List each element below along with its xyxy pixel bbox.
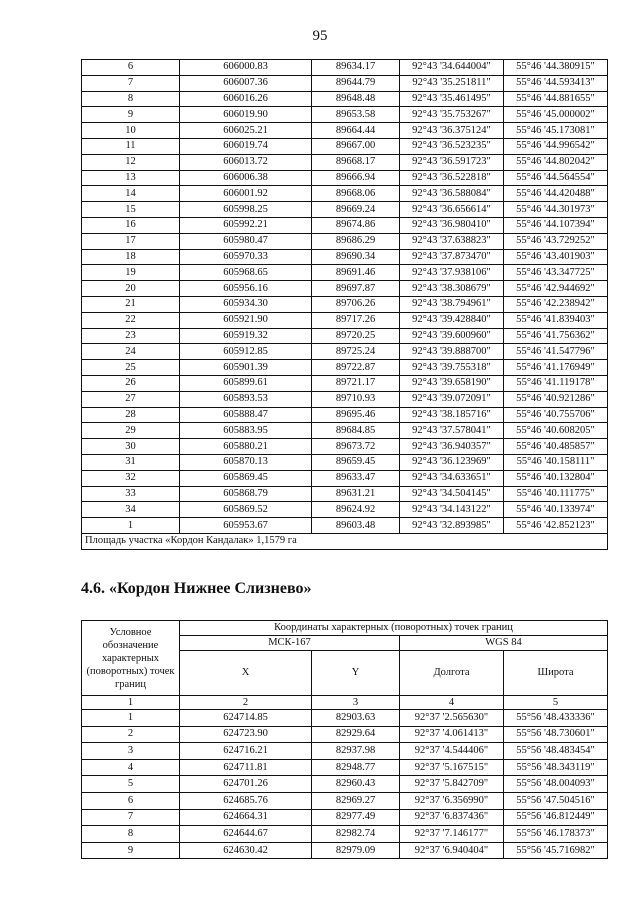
y-coordinate-cell: 89669.24 <box>312 202 400 218</box>
latitude-cell: 55°46 '40.133974" <box>504 502 608 518</box>
y-coordinate-cell: 89717.26 <box>312 312 400 328</box>
point-number-cell: 6 <box>82 60 180 76</box>
point-number-cell: 11 <box>82 138 180 154</box>
longitude-cell: 92°43 '37.938106" <box>400 265 504 281</box>
longitude-cell: 92°37 '5.842709" <box>400 776 504 793</box>
x-coordinate-cell: 605919.32 <box>180 328 312 344</box>
point-number-cell: 32 <box>82 470 180 486</box>
latitude-cell: 55°46 '44.420488" <box>504 186 608 202</box>
x-coordinate-cell: 605870.13 <box>180 454 312 470</box>
point-number-cell: 33 <box>82 486 180 502</box>
longitude-cell: 92°43 '39.600960" <box>400 328 504 344</box>
longitude-cell: 92°43 '34.504145" <box>400 486 504 502</box>
longitude-cell: 92°43 '39.658190" <box>400 375 504 391</box>
latitude-cell: 55°46 '44.881655" <box>504 91 608 107</box>
y-coordinate-cell: 89695.46 <box>312 407 400 423</box>
longitude-cell: 92°43 '36.523235" <box>400 138 504 154</box>
wgs-header: WGS 84 <box>400 636 608 651</box>
point-number-cell: 12 <box>82 154 180 170</box>
table-row <box>82 186 608 202</box>
longitude-cell: 92°43 '39.888700" <box>400 344 504 360</box>
point-number-cell: 8 <box>82 91 180 107</box>
table-row <box>82 202 608 218</box>
latitude-cell: 55°46 '45.000002" <box>504 107 608 123</box>
table-row <box>82 281 608 297</box>
point-number-cell: 28 <box>82 407 180 423</box>
table-row <box>82 842 608 859</box>
table-row <box>82 759 608 776</box>
latitude-cell: 55°56 '48.433336" <box>504 710 608 727</box>
latitude-cell: 55°46 '44.107394" <box>504 217 608 233</box>
point-number-cell: 20 <box>82 281 180 297</box>
latitude-cell: 55°46 '41.839403" <box>504 312 608 328</box>
point-number-cell: 29 <box>82 423 180 439</box>
x-coordinate-cell: 605912.85 <box>180 344 312 360</box>
point-number-cell: 24 <box>82 344 180 360</box>
latitude-header: Широта <box>504 651 608 696</box>
table-row <box>82 138 608 154</box>
point-number-cell: 5 <box>82 776 180 793</box>
latitude-cell: 55°46 '44.564554" <box>504 170 608 186</box>
x-coordinate-cell: 605880.21 <box>180 439 312 455</box>
table-row <box>82 217 608 233</box>
x-coordinate-cell: 605980.47 <box>180 233 312 249</box>
point-number-cell: 1 <box>82 518 180 534</box>
point-label-header: Условное обозначение характерных (поворотных) точек границ <box>82 621 180 696</box>
latitude-cell: 55°46 '41.756362" <box>504 328 608 344</box>
x-coordinate-cell: 606019.90 <box>180 107 312 123</box>
x-coordinate-cell: 624716.21 <box>180 743 312 760</box>
latitude-cell: 55°46 '44.802042" <box>504 154 608 170</box>
table-row <box>82 792 608 809</box>
latitude-cell: 55°56 '48.730601" <box>504 726 608 743</box>
latitude-cell: 55°46 '43.729252" <box>504 233 608 249</box>
latitude-cell: 55°46 '41.176949" <box>504 360 608 376</box>
y-coordinate-cell: 82969.27 <box>312 792 400 809</box>
longitude-cell: 92°37 '2.565630" <box>400 710 504 727</box>
table-row <box>82 454 608 470</box>
x-coordinate-cell: 605899.61 <box>180 375 312 391</box>
x-coordinate-cell: 605998.25 <box>180 202 312 218</box>
x-coordinate-cell: 624701.26 <box>180 776 312 793</box>
point-number-cell: 19 <box>82 265 180 281</box>
x-coordinate-cell: 624664.31 <box>180 809 312 826</box>
longitude-cell: 92°43 '36.656614" <box>400 202 504 218</box>
x-header: X <box>180 651 312 696</box>
longitude-cell: 92°37 '4.061413" <box>400 726 504 743</box>
table-row <box>82 743 608 760</box>
point-number-cell: 23 <box>82 328 180 344</box>
point-number-cell: 4 <box>82 759 180 776</box>
y-coordinate-cell: 89634.17 <box>312 60 400 76</box>
point-number-cell: 1 <box>82 710 180 727</box>
y-coordinate-cell: 89603.48 <box>312 518 400 534</box>
table-row <box>82 423 608 439</box>
y-coordinate-cell: 89684.85 <box>312 423 400 439</box>
x-coordinate-cell: 605921.90 <box>180 312 312 328</box>
longitude-cell: 92°43 '34.644004" <box>400 60 504 76</box>
column-number: 2 <box>180 696 312 710</box>
latitude-cell: 55°46 '40.921286" <box>504 391 608 407</box>
table-row <box>82 518 608 534</box>
table-row <box>82 391 608 407</box>
latitude-cell: 55°46 '42.238942" <box>504 296 608 312</box>
latitude-cell: 55°46 '43.347725" <box>504 265 608 281</box>
y-coordinate-cell: 82929.64 <box>312 726 400 743</box>
point-number-cell: 25 <box>82 360 180 376</box>
y-coordinate-cell: 82903.63 <box>312 710 400 727</box>
point-number-cell: 10 <box>82 123 180 139</box>
x-coordinate-cell: 605934.30 <box>180 296 312 312</box>
point-number-cell: 18 <box>82 249 180 265</box>
point-number-cell: 6 <box>82 792 180 809</box>
y-coordinate-cell: 89659.45 <box>312 454 400 470</box>
longitude-cell: 92°37 '4.544406" <box>400 743 504 760</box>
column-number: 1 <box>82 696 180 710</box>
longitude-cell: 92°37 '5.167515" <box>400 759 504 776</box>
x-coordinate-cell: 605953.67 <box>180 518 312 534</box>
latitude-cell: 55°46 '42.852123" <box>504 518 608 534</box>
y-coordinate-cell: 82948.77 <box>312 759 400 776</box>
latitude-cell: 55°56 '47.504516" <box>504 792 608 809</box>
table-row <box>82 91 608 107</box>
table-row <box>82 726 608 743</box>
column-number: 5 <box>504 696 608 710</box>
y-header: Y <box>312 651 400 696</box>
y-coordinate-cell: 89710.93 <box>312 391 400 407</box>
latitude-cell: 55°46 '42.944692" <box>504 281 608 297</box>
point-number-cell: 2 <box>82 726 180 743</box>
point-number-cell: 30 <box>82 439 180 455</box>
table-row <box>82 249 608 265</box>
point-number-cell: 21 <box>82 296 180 312</box>
y-coordinate-cell: 89697.87 <box>312 281 400 297</box>
y-coordinate-cell: 89722.87 <box>312 360 400 376</box>
table-row <box>82 776 608 793</box>
point-number-cell: 31 <box>82 454 180 470</box>
latitude-cell: 55°46 '41.119178" <box>504 375 608 391</box>
point-number-cell: 7 <box>82 809 180 826</box>
y-coordinate-cell: 89668.17 <box>312 154 400 170</box>
latitude-cell: 55°56 '46.178373" <box>504 826 608 843</box>
point-number-cell: 14 <box>82 186 180 202</box>
coords-label-header: Координаты характерных (поворотных) точек границ <box>180 621 608 636</box>
table-row <box>82 439 608 455</box>
point-number-cell: 16 <box>82 217 180 233</box>
latitude-cell: 55°56 '48.343119" <box>504 759 608 776</box>
table-row <box>82 107 608 123</box>
x-coordinate-cell: 606007.36 <box>180 75 312 91</box>
longitude-cell: 92°43 '36.123969" <box>400 454 504 470</box>
x-coordinate-cell: 624630.42 <box>180 842 312 859</box>
point-number-cell: 13 <box>82 170 180 186</box>
point-number-cell: 8 <box>82 826 180 843</box>
table-row <box>82 826 608 843</box>
y-coordinate-cell: 89666.94 <box>312 170 400 186</box>
longitude-cell: 92°37 '6.837436" <box>400 809 504 826</box>
x-coordinate-cell: 605893.53 <box>180 391 312 407</box>
longitude-cell: 92°43 '35.753267" <box>400 107 504 123</box>
longitude-cell: 92°37 '6.356990" <box>400 792 504 809</box>
point-number-cell: 17 <box>82 233 180 249</box>
latitude-cell: 55°46 '44.380915" <box>504 60 608 76</box>
x-coordinate-cell: 606019.74 <box>180 138 312 154</box>
x-coordinate-cell: 606006.38 <box>180 170 312 186</box>
x-coordinate-cell: 605901.39 <box>180 360 312 376</box>
table-row <box>82 265 608 281</box>
y-coordinate-cell: 89720.25 <box>312 328 400 344</box>
longitude-cell: 92°43 '38.308679" <box>400 281 504 297</box>
longitude-cell: 92°43 '38.794961" <box>400 296 504 312</box>
latitude-cell: 55°46 '40.158111" <box>504 454 608 470</box>
table-row <box>82 123 608 139</box>
table-row <box>82 375 608 391</box>
table-row <box>82 328 608 344</box>
table-row <box>82 470 608 486</box>
longitude-cell: 92°43 '39.755318" <box>400 360 504 376</box>
table-row <box>82 312 608 328</box>
point-number-cell: 26 <box>82 375 180 391</box>
longitude-cell: 92°43 '37.873470" <box>400 249 504 265</box>
longitude-cell: 92°43 '34.633651" <box>400 470 504 486</box>
y-coordinate-cell: 89648.48 <box>312 91 400 107</box>
x-coordinate-cell: 605956.16 <box>180 281 312 297</box>
x-coordinate-cell: 605992.21 <box>180 217 312 233</box>
longitude-cell: 92°43 '36.588084" <box>400 186 504 202</box>
latitude-cell: 55°46 '40.111775" <box>504 486 608 502</box>
table-row <box>82 344 608 360</box>
latitude-cell: 55°46 '40.132804" <box>504 470 608 486</box>
latitude-cell: 55°46 '40.608205" <box>504 423 608 439</box>
x-coordinate-cell: 624723.90 <box>180 726 312 743</box>
y-coordinate-cell: 89690.34 <box>312 249 400 265</box>
longitude-cell: 92°43 '37.638823" <box>400 233 504 249</box>
y-coordinate-cell: 89725.24 <box>312 344 400 360</box>
table-row <box>82 296 608 312</box>
longitude-cell: 92°43 '34.143122" <box>400 502 504 518</box>
longitude-cell: 92°37 '6.940404" <box>400 842 504 859</box>
longitude-cell: 92°43 '37.578041" <box>400 423 504 439</box>
longitude-cell: 92°43 '36.522818" <box>400 170 504 186</box>
longitude-cell: 92°43 '35.251811" <box>400 75 504 91</box>
point-number-cell: 3 <box>82 743 180 760</box>
y-coordinate-cell: 89664.44 <box>312 123 400 139</box>
coordinates-table-kandalak <box>81 59 608 550</box>
latitude-cell: 55°46 '44.593413" <box>504 75 608 91</box>
longitude-header: Долгота <box>400 651 504 696</box>
y-coordinate-cell: 89706.26 <box>312 296 400 312</box>
column-number: 4 <box>400 696 504 710</box>
point-number-cell: 34 <box>82 502 180 518</box>
y-coordinate-cell: 89653.58 <box>312 107 400 123</box>
longitude-cell: 92°43 '36.940357" <box>400 439 504 455</box>
table-row <box>82 75 608 91</box>
latitude-cell: 55°46 '40.755706" <box>504 407 608 423</box>
area-row <box>82 533 608 549</box>
table-row <box>82 233 608 249</box>
longitude-cell: 92°43 '35.461495" <box>400 91 504 107</box>
latitude-cell: 55°46 '41.547796" <box>504 344 608 360</box>
x-coordinate-cell: 605868.79 <box>180 486 312 502</box>
latitude-cell: 55°46 '44.301973" <box>504 202 608 218</box>
y-coordinate-cell: 89633.47 <box>312 470 400 486</box>
longitude-cell: 92°37 '7.146177" <box>400 826 504 843</box>
y-coordinate-cell: 89644.79 <box>312 75 400 91</box>
longitude-cell: 92°43 '38.185716" <box>400 407 504 423</box>
y-coordinate-cell: 89691.46 <box>312 265 400 281</box>
x-coordinate-cell: 624711.81 <box>180 759 312 776</box>
longitude-cell: 92°43 '39.072091" <box>400 391 504 407</box>
latitude-cell: 55°56 '45.716982" <box>504 842 608 859</box>
y-coordinate-cell: 89668.06 <box>312 186 400 202</box>
x-coordinate-cell: 605869.52 <box>180 502 312 518</box>
x-coordinate-cell: 605883.95 <box>180 423 312 439</box>
x-coordinate-cell: 606013.72 <box>180 154 312 170</box>
y-coordinate-cell: 89631.21 <box>312 486 400 502</box>
point-number-cell: 9 <box>82 107 180 123</box>
y-coordinate-cell: 89674.86 <box>312 217 400 233</box>
point-number-cell: 9 <box>82 842 180 859</box>
latitude-cell: 55°46 '43.401903" <box>504 249 608 265</box>
latitude-cell: 55°46 '40.485857" <box>504 439 608 455</box>
longitude-cell: 92°43 '36.375124" <box>400 123 504 139</box>
table-row <box>82 170 608 186</box>
page-number: 95 <box>312 28 328 44</box>
longitude-cell: 92°43 '39.428840" <box>400 312 504 328</box>
table-row <box>82 710 608 727</box>
longitude-cell: 92°43 '36.591723" <box>400 154 504 170</box>
y-coordinate-cell: 89667.00 <box>312 138 400 154</box>
table-row <box>82 154 608 170</box>
latitude-cell: 55°56 '48.004093" <box>504 776 608 793</box>
y-coordinate-cell: 82960.43 <box>312 776 400 793</box>
longitude-cell: 92°43 '32.893985" <box>400 518 504 534</box>
y-coordinate-cell: 82937.98 <box>312 743 400 760</box>
table-row <box>82 360 608 376</box>
point-number-cell: 27 <box>82 391 180 407</box>
x-coordinate-cell: 605970.33 <box>180 249 312 265</box>
table-row <box>82 809 608 826</box>
point-number-cell: 15 <box>82 202 180 218</box>
latitude-cell: 55°56 '48.483454" <box>504 743 608 760</box>
table-row <box>82 60 608 76</box>
msk-header: МСК-167 <box>180 636 400 651</box>
y-coordinate-cell: 89686.29 <box>312 233 400 249</box>
table-row <box>82 486 608 502</box>
x-coordinate-cell: 605869.45 <box>180 470 312 486</box>
column-number: 3 <box>312 696 400 710</box>
longitude-cell: 92°43 '36.980410" <box>400 217 504 233</box>
y-coordinate-cell: 82977.49 <box>312 809 400 826</box>
x-coordinate-cell: 606001.92 <box>180 186 312 202</box>
latitude-cell: 55°46 '45.173081" <box>504 123 608 139</box>
x-coordinate-cell: 624714.85 <box>180 710 312 727</box>
y-coordinate-cell: 82979.09 <box>312 842 400 859</box>
table-row <box>82 407 608 423</box>
y-coordinate-cell: 89624.92 <box>312 502 400 518</box>
x-coordinate-cell: 605888.47 <box>180 407 312 423</box>
coordinates-table-nizhnee-sliznevo <box>81 620 608 859</box>
latitude-cell: 55°56 '46.812449" <box>504 809 608 826</box>
x-coordinate-cell: 606000.83 <box>180 60 312 76</box>
x-coordinate-cell: 606025.21 <box>180 123 312 139</box>
point-number-cell: 22 <box>82 312 180 328</box>
table-row <box>82 502 608 518</box>
x-coordinate-cell: 606016.26 <box>180 91 312 107</box>
point-number-cell: 7 <box>82 75 180 91</box>
y-coordinate-cell: 89673.72 <box>312 439 400 455</box>
y-coordinate-cell: 82982.74 <box>312 826 400 843</box>
y-coordinate-cell: 89721.17 <box>312 375 400 391</box>
x-coordinate-cell: 624685.76 <box>180 792 312 809</box>
latitude-cell: 55°46 '44.996542" <box>504 138 608 154</box>
x-coordinate-cell: 624644.67 <box>180 826 312 843</box>
area-note: Площадь участка «Кордон Кандалак» 1,1579 га <box>82 533 608 549</box>
x-coordinate-cell: 605968.65 <box>180 265 312 281</box>
section-heading: 4.6. «Кордон Нижнее Слизнево» <box>81 580 312 597</box>
